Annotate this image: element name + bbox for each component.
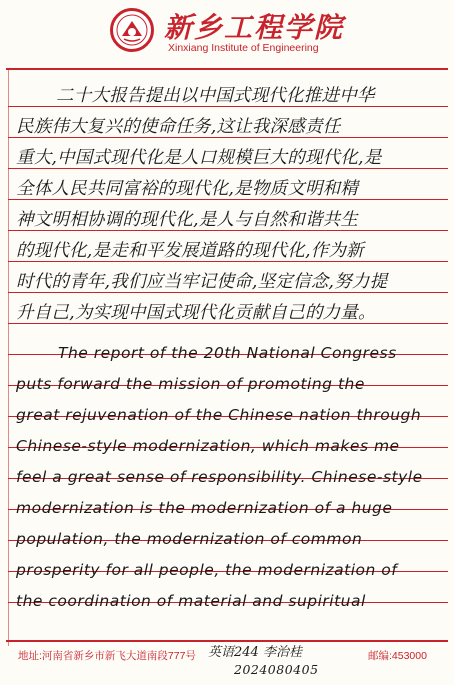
school-name-chinese: 新乡工程学院 — [164, 11, 345, 44]
english-line: The report of the 20th National Congress — [58, 344, 397, 362]
chinese-line: 民族伟大复兴的使命任务,这让我深感责任 — [16, 117, 341, 137]
chinese-line: 重大,中国式现代化是人口规模巨大的现代化,是 — [16, 148, 382, 168]
school-emblem-icon — [110, 8, 154, 52]
school-address: 地址:河南省新乡市新飞大道南段777号 — [18, 650, 196, 662]
english-line: prosperity for all people, the modernization of — [16, 561, 398, 579]
chinese-line: 神文明相协调的现代化,是人与自然和谐共生 — [16, 210, 359, 230]
chinese-line: 二十大报告提出以中国式现代化推进中华 — [56, 86, 375, 106]
english-line: population, the modernization of common — [16, 530, 363, 548]
chinese-line: 全体人民共同富裕的现代化,是物质文明和精 — [16, 179, 359, 199]
postal-code: 邮编:453000 — [368, 650, 427, 662]
english-line: puts forward the mission of promoting the — [16, 375, 365, 393]
english-line: Chinese-style modernization, which makes me — [16, 437, 400, 455]
letterhead-footer — [0, 640, 454, 685]
header-divider — [6, 68, 448, 70]
chinese-line: 的现代化,是走和平发展道路的现代化,作为新 — [16, 241, 364, 261]
student-signature: 英语244 李治桂 — [208, 645, 302, 660]
english-line: modernization is the modernization of a huge — [16, 499, 393, 517]
chinese-line: 时代的青年,我们应当牢记使命,坚定信念,努力提 — [16, 272, 388, 292]
chinese-line: 升自己,为实现中国式现代化贡献自己的力量。 — [16, 303, 376, 323]
english-line: the coordination of material and supiritual — [16, 592, 366, 610]
english-line: feel a great sense of responsibility. Chinese-style — [16, 468, 423, 486]
student-id-date: 2024080405 — [234, 662, 319, 677]
school-name-english: Xinxiang Institute of Engineering — [168, 42, 319, 54]
english-line: great rejuvenation of the Chinese nation through — [16, 406, 422, 424]
letterhead — [0, 0, 454, 66]
